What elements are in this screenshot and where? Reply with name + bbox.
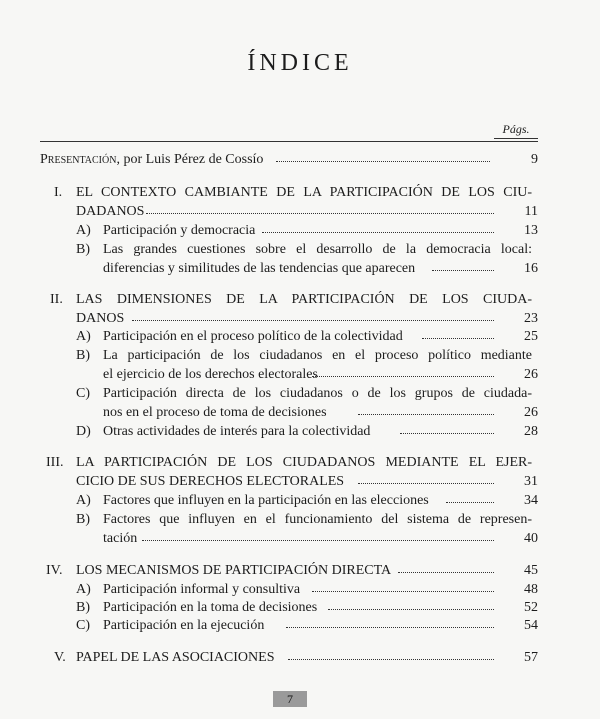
subentry-letter: A): [76, 329, 91, 344]
toc-entry-title: LA PARTICIPACIÓN DE LOS CIUDADANOS MEDIANTE EL EJER-: [76, 455, 532, 470]
dot-leader: [422, 338, 494, 339]
toc-entry-title: CICIO DE SUS DERECHOS ELECTORALES: [76, 474, 345, 489]
toc-entry-title: Participación en la ejecución: [103, 618, 265, 633]
toc-page-number: 26: [524, 367, 538, 382]
toc-section-5[interactable]: [40, 648, 538, 668]
toc-section-1-cont[interactable]: [40, 202, 538, 222]
toc-page-number: 31: [524, 474, 538, 489]
toc-page-number: 40: [524, 531, 538, 546]
toc-page-number: 26: [524, 405, 538, 420]
dot-leader: [400, 433, 494, 434]
toc-subentry[interactable]: [40, 384, 538, 404]
toc-entry-title: diferencias y similitudes de las tendencias que aparecen: [103, 261, 416, 276]
subentry-letter: A): [76, 582, 91, 597]
toc-entry-title: EL CONTEXTO CAMBIANTE DE LA PARTICIPACIÓN DE LOS CIU-: [76, 185, 532, 200]
toc-subentry[interactable]: [40, 240, 538, 260]
section-numeral: III.: [46, 455, 64, 470]
toc-section-3[interactable]: [40, 453, 538, 473]
subentry-letter: B): [76, 600, 90, 615]
toc-entry-title: LAS DIMENSIONES DE LA PARTICIPACIÓN DE LOS CIUDA-: [76, 292, 532, 307]
dot-leader: [398, 572, 494, 573]
toc-entry-title: tación: [103, 531, 138, 546]
toc-section-4[interactable]: [40, 561, 538, 581]
dot-leader: [276, 161, 490, 162]
toc-page-number: 54: [524, 618, 538, 633]
toc-page-number: 11: [524, 204, 538, 219]
subentry-letter: B): [76, 348, 90, 363]
dot-leader: [446, 502, 494, 503]
toc-entry-title: Factores que influyen en la participación en las elecciones: [103, 493, 429, 508]
dot-leader: [132, 320, 494, 321]
toc-page-number: 34: [524, 493, 538, 508]
toc-entry-title: DANOS: [76, 311, 125, 326]
dot-leader: [358, 414, 494, 415]
toc-subentry[interactable]: [40, 580, 538, 600]
toc-entry-title: el ejercicio de los derechos electorales: [103, 367, 318, 382]
toc-subentry[interactable]: [40, 221, 538, 241]
toc-section-3-cont[interactable]: [40, 472, 538, 492]
toc-entry-title: Otras actividades de interés para la colectividad: [103, 424, 371, 439]
toc-subentry[interactable]: [40, 510, 538, 530]
toc-section-1[interactable]: [40, 183, 538, 203]
toc-subentry[interactable]: [40, 346, 538, 366]
toc-entry-title: DADANOS: [76, 204, 145, 219]
toc-page-number: 28: [524, 424, 538, 439]
dot-leader: [286, 627, 494, 628]
dot-leader: [328, 609, 494, 610]
toc-entry-title: Participación en el proceso político de la colectividad: [103, 329, 403, 344]
toc-subentry[interactable]: [40, 327, 538, 347]
toc-entry-title: Presentación, por Luis Pérez de Cossío: [40, 152, 264, 167]
subentry-letter: B): [76, 242, 90, 257]
toc-subentry[interactable]: [40, 422, 538, 442]
toc-entry-title: nos en el proceso de toma de decisiones: [103, 405, 327, 420]
dot-leader: [432, 270, 494, 271]
dot-leader: [142, 540, 494, 541]
toc-entry-title: La participación de los ciudadanos en el proceso político mediante: [103, 348, 532, 363]
toc-page-number: 57: [524, 650, 538, 665]
page-number-footer: 7: [273, 691, 307, 707]
toc-subentry[interactable]: [40, 491, 538, 511]
toc-entry-title: Participación informal y consultiva: [103, 582, 301, 597]
toc-entry-title: LOS MECANISMOS DE PARTICIPACIÓN DIRECTA: [76, 563, 392, 578]
section-numeral: IV.: [46, 563, 63, 578]
header-rule: [40, 141, 538, 142]
section-numeral: II.: [50, 292, 63, 307]
toc-subentry[interactable]: [40, 598, 538, 618]
toc-subentry[interactable]: [40, 616, 538, 636]
section-numeral: V.: [54, 650, 66, 665]
dot-leader: [262, 232, 494, 233]
subentry-letter: A): [76, 493, 91, 508]
section-numeral: I.: [54, 185, 63, 200]
toc-page-number: 45: [524, 563, 538, 578]
toc-entry-title: Factores que influyen en el funcionamiento del sistema de represen-: [103, 512, 532, 527]
toc-page-number: 13: [524, 223, 538, 238]
toc-page-number: 9: [531, 152, 538, 167]
dot-leader: [288, 659, 494, 660]
toc-section-2[interactable]: [40, 290, 538, 310]
subentry-letter: D): [76, 424, 91, 439]
subentry-letter: A): [76, 223, 91, 238]
toc-page-number: 48: [524, 582, 538, 597]
toc-entry-title: Participación y democracia: [103, 223, 256, 238]
toc-subentry-cont[interactable]: [40, 259, 538, 279]
subentry-letter: C): [76, 618, 90, 633]
pages-column-label: Págs.: [494, 122, 538, 139]
toc-entry-title: Participación directa de los ciudadanos o de los grupos de ciudada-: [103, 386, 532, 401]
toc-entry-presentacion[interactable]: [40, 150, 538, 170]
toc-entry-title: Las grandes cuestiones sobre el desarrollo de la democracia local:: [103, 242, 532, 257]
toc-entry-title: PAPEL DE LAS ASOCIACIONES: [76, 650, 275, 665]
toc-page-number: 52: [524, 600, 538, 615]
toc-section-2-cont[interactable]: [40, 309, 538, 329]
subentry-letter: B): [76, 512, 90, 527]
toc-subentry-cont[interactable]: [40, 529, 538, 549]
toc-page-number: 16: [524, 261, 538, 276]
toc-subentry-cont[interactable]: [40, 365, 538, 385]
dot-leader: [358, 483, 494, 484]
toc-entry-title: Participación en la toma de decisiones: [103, 600, 318, 615]
toc-subentry-cont[interactable]: [40, 403, 538, 423]
dot-leader: [146, 213, 494, 214]
page-title: ÍNDICE: [247, 50, 353, 76]
dot-leader: [312, 376, 494, 377]
dot-leader: [312, 591, 494, 592]
toc-page-number: 25: [524, 329, 538, 344]
subentry-letter: C): [76, 386, 90, 401]
toc-page-number: 23: [524, 311, 538, 326]
